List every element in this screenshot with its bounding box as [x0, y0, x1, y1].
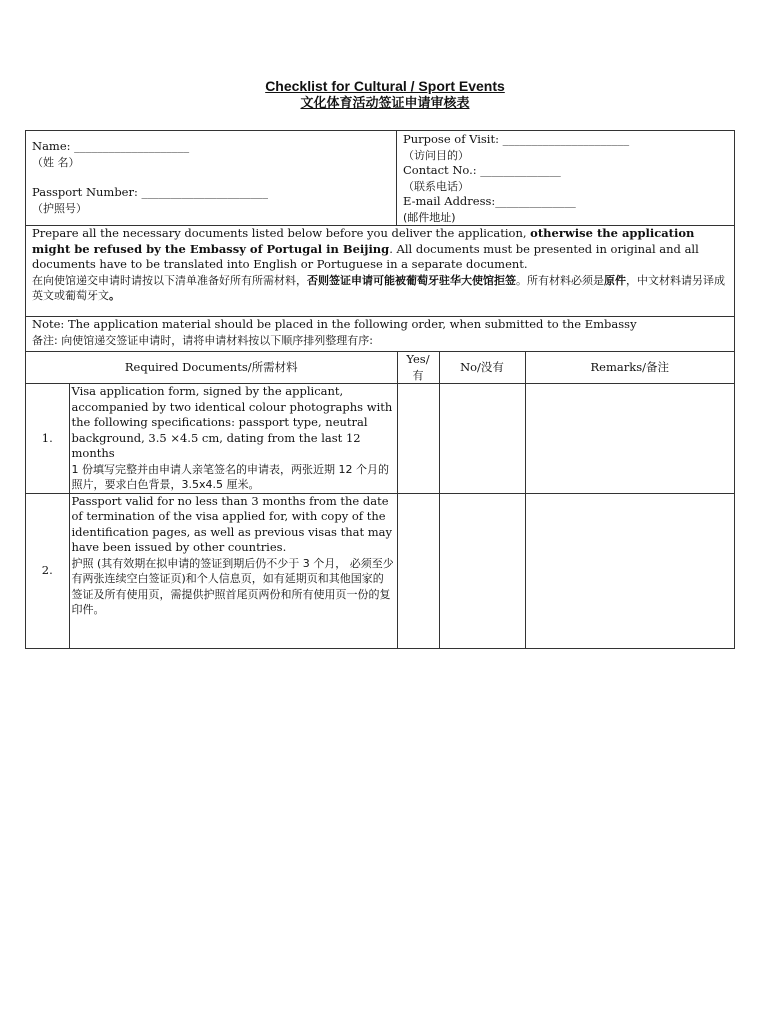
header-yes: Yes/ 有 [397, 352, 439, 384]
instructions-english: Prepare all the necessary documents listed below before you deliver the application, otherwise the application might be refused by the Embassy of Portugal in Beijing. All documents must be presented in original and all documents have to be translated into English or Portuguese in a separate document. [32, 226, 699, 271]
applicant-info-right [397, 131, 734, 225]
header-remarks: Remarks/备注 [525, 352, 734, 384]
header-required-documents: Required Documents/所需材料 [26, 352, 397, 384]
note-chinese: 备注: 向使馆递交签证申请时，请将申请材料按以下顺序排列整理有序: [32, 333, 373, 347]
instructions-chinese: 在向使馆递交申请时请按以下清单准备好所有所需材料，否则签证申请可能被葡萄牙驻华大使馆拒签。所有材料必须是原件，中文材料请另译成英文或葡萄牙文。 [32, 273, 725, 302]
email-field[interactable]: E-mail Address:______________ [403, 194, 576, 208]
name-label-zh: （姓 名） [32, 155, 80, 169]
row-description [69, 384, 397, 494]
email-label-zh: (邮件地址) [403, 210, 456, 224]
row-number: 2. [26, 493, 69, 648]
instructions-section [26, 226, 734, 317]
applicant-info-section [26, 131, 734, 226]
table-row [26, 384, 734, 494]
table-row [26, 493, 734, 648]
title-english: Checklist for Cultural / Sport Events [265, 78, 505, 94]
row-description [69, 493, 397, 648]
row-description-chinese: 1 份填写完整并由申请人亲笔签名的申请表，两张近期 12 个月的照片，要求白色背景，3.5x4.5 厘米。 [71, 462, 389, 491]
remarks-cell[interactable] [525, 384, 734, 494]
row-description-english: Passport valid for no less than 3 months from the date of termination of the visa applied for, with copy of the identification pages, as well as previous visas that may have been issued by other countries. [71, 493, 393, 554]
yes-checkbox-cell[interactable] [397, 493, 439, 648]
applicant-info-left [26, 131, 397, 225]
contact-label-zh: （联系电话） [403, 179, 469, 193]
row-description-chinese: 护照 (其有效期在拟申请的签证到期后仍不少于 3 个月， 必须至少有两张连续空白签证页)和个人信息页，如有延期页和其他国家的签证及所有使用页，需提供护照首尾页两份和所有使用页一份的复印件。 [71, 556, 394, 616]
passport-label-zh: （护照号） [32, 201, 87, 215]
table-header-row [26, 352, 734, 384]
document-title [0, 78, 770, 113]
no-checkbox-cell[interactable] [439, 384, 525, 494]
contact-field[interactable]: Contact No.: ______________ [403, 163, 561, 177]
yes-checkbox-cell[interactable] [397, 384, 439, 494]
refusal-warning: otherwise the application might be refused by the Embassy of Portugal in Beijing [32, 226, 695, 256]
row-description-english: Visa application form, signed by the applicant, accompanied by two identical colour photographs with the following specifications: passport type, neutral background, 3.5 ×4.5 cm, dating from the last 12 months [71, 384, 393, 460]
passport-number-field[interactable]: Passport Number: ______________________ [32, 185, 269, 199]
note-english: Note: The application material should be placed in the following order, when submitted to the Embassy [32, 317, 637, 331]
checklist-form [25, 130, 735, 649]
note-section [26, 317, 734, 352]
title-chinese: 文化体育活动签证申请审核表 [300, 96, 470, 111]
purpose-label-zh: （访问目的） [403, 148, 469, 162]
original-emphasis-zh: 原件 [604, 273, 626, 287]
documents-table [26, 352, 734, 648]
purpose-field[interactable]: Purpose of Visit: ______________________ [403, 132, 630, 146]
no-checkbox-cell[interactable] [439, 493, 525, 648]
remarks-cell[interactable] [525, 493, 734, 648]
refusal-warning-zh: 否则签证申请可能被葡萄牙驻华大使馆拒签 [307, 273, 516, 287]
name-field[interactable]: Name: ____________________ [32, 139, 190, 153]
header-no: No/没有 [439, 352, 525, 384]
row-number: 1. [26, 384, 69, 494]
